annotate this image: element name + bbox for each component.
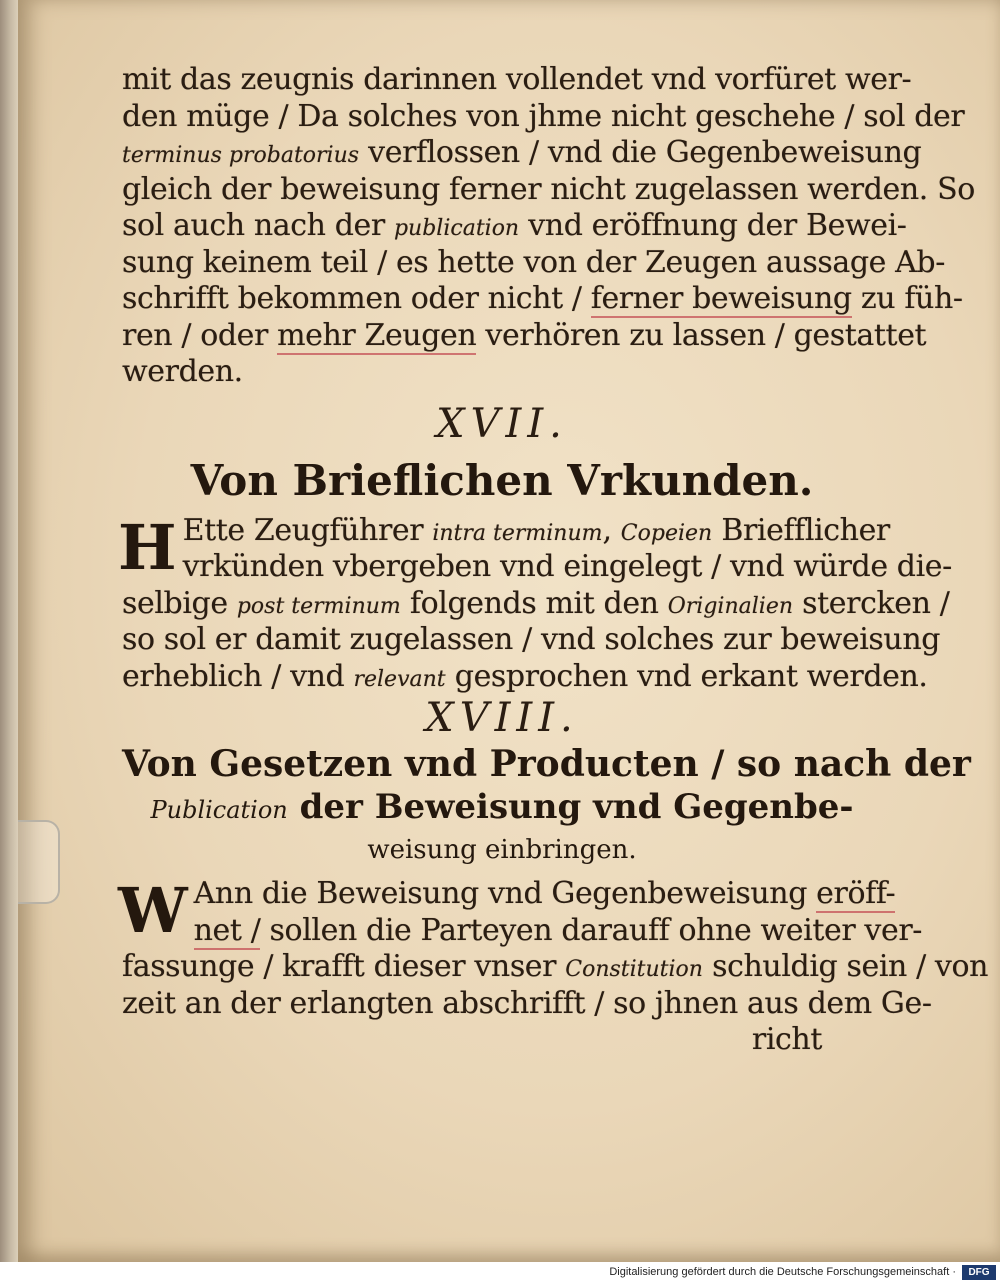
underlined-phrase: eröff- [816, 876, 896, 911]
text-line: erheblich / vnd relevant gesprochen vnd erkant werden. [122, 658, 928, 694]
catchword: richt [751, 1022, 822, 1057]
text-line: den müge / Da solches von jhme nicht geschehe / sol der [122, 98, 965, 134]
section-body [118, 874, 989, 1059]
text-line: mit das zeugnis darinnen vollendet vnd vorfüret wer- [122, 62, 912, 97]
page-clip [18, 820, 60, 904]
section-body [118, 510, 952, 696]
drop-initial: H [118, 510, 177, 584]
section-numeral: XVIII. [425, 695, 579, 741]
text-line: terminus probatorius verflossen / vnd die Gegenbeweisung [122, 135, 922, 170]
text-line: sung keinem teil / es hette von der Zeugen aussage Ab- [122, 244, 945, 280]
page-text [118, 62, 989, 1059]
underlined-phrase: ferner beweisung [590, 281, 852, 316]
text-line: so sol er damit zugelassen / vnd solches zur beweisung [122, 622, 941, 657]
text-line: sol auch nach der publication vnd eröffnung der Bewei- [122, 208, 907, 243]
text-line: net / sollen die Parteyen darauff ohne weiter ver- [193, 912, 923, 948]
section-heading-line: weisung einbringen. [367, 835, 637, 865]
text-line: selbige post terminum folgends mit den Originalien stercken / [122, 585, 950, 621]
drop-initial: W [118, 874, 188, 947]
underlined-phrase: net / [193, 912, 261, 948]
funding-notice: Digitalisierung gefördert durch die Deutsche Forschungsgemeinschaft · [609, 1266, 956, 1278]
section-heading-line: Publication der Beweisung vnd Gegenbe- [150, 787, 854, 827]
text-line: fassunge / krafft dieser vnser Constitution schuldig sein / von [122, 949, 989, 984]
dfg-logo-icon: DFG [962, 1265, 996, 1280]
section-heading: Von Gesetzen vnd Producten / so nach der [122, 743, 971, 785]
footer-bar [0, 1262, 1000, 1284]
text-line: werden. [122, 354, 243, 389]
section-heading: Von Brieflichen Vrkunden. [190, 455, 814, 505]
section-numeral: XVII. [436, 400, 568, 447]
text-line: schrifft bekommen oder nicht / ferner beweisung zu füh- [122, 281, 963, 316]
text-line: Ann die Beweisung vnd Gegenbeweisung eröff- [193, 876, 896, 911]
text-line: ren / oder mehr Zeugen verhören zu lassen / gestattet [122, 317, 927, 353]
text-line: gleich der beweisung ferner nicht zugelassen werden. So [122, 171, 975, 207]
text-line: Ette Zeugführer intra terminum, Copeien Briefflicher [182, 512, 890, 548]
text-line: zeit an der erlangten abschrifft / so jhnen aus dem Ge- [122, 985, 932, 1021]
underlined-phrase: mehr Zeugen [277, 317, 477, 353]
text-line: vrkünden vbergeben vnd eingelegt / vnd würde die- [182, 549, 952, 584]
